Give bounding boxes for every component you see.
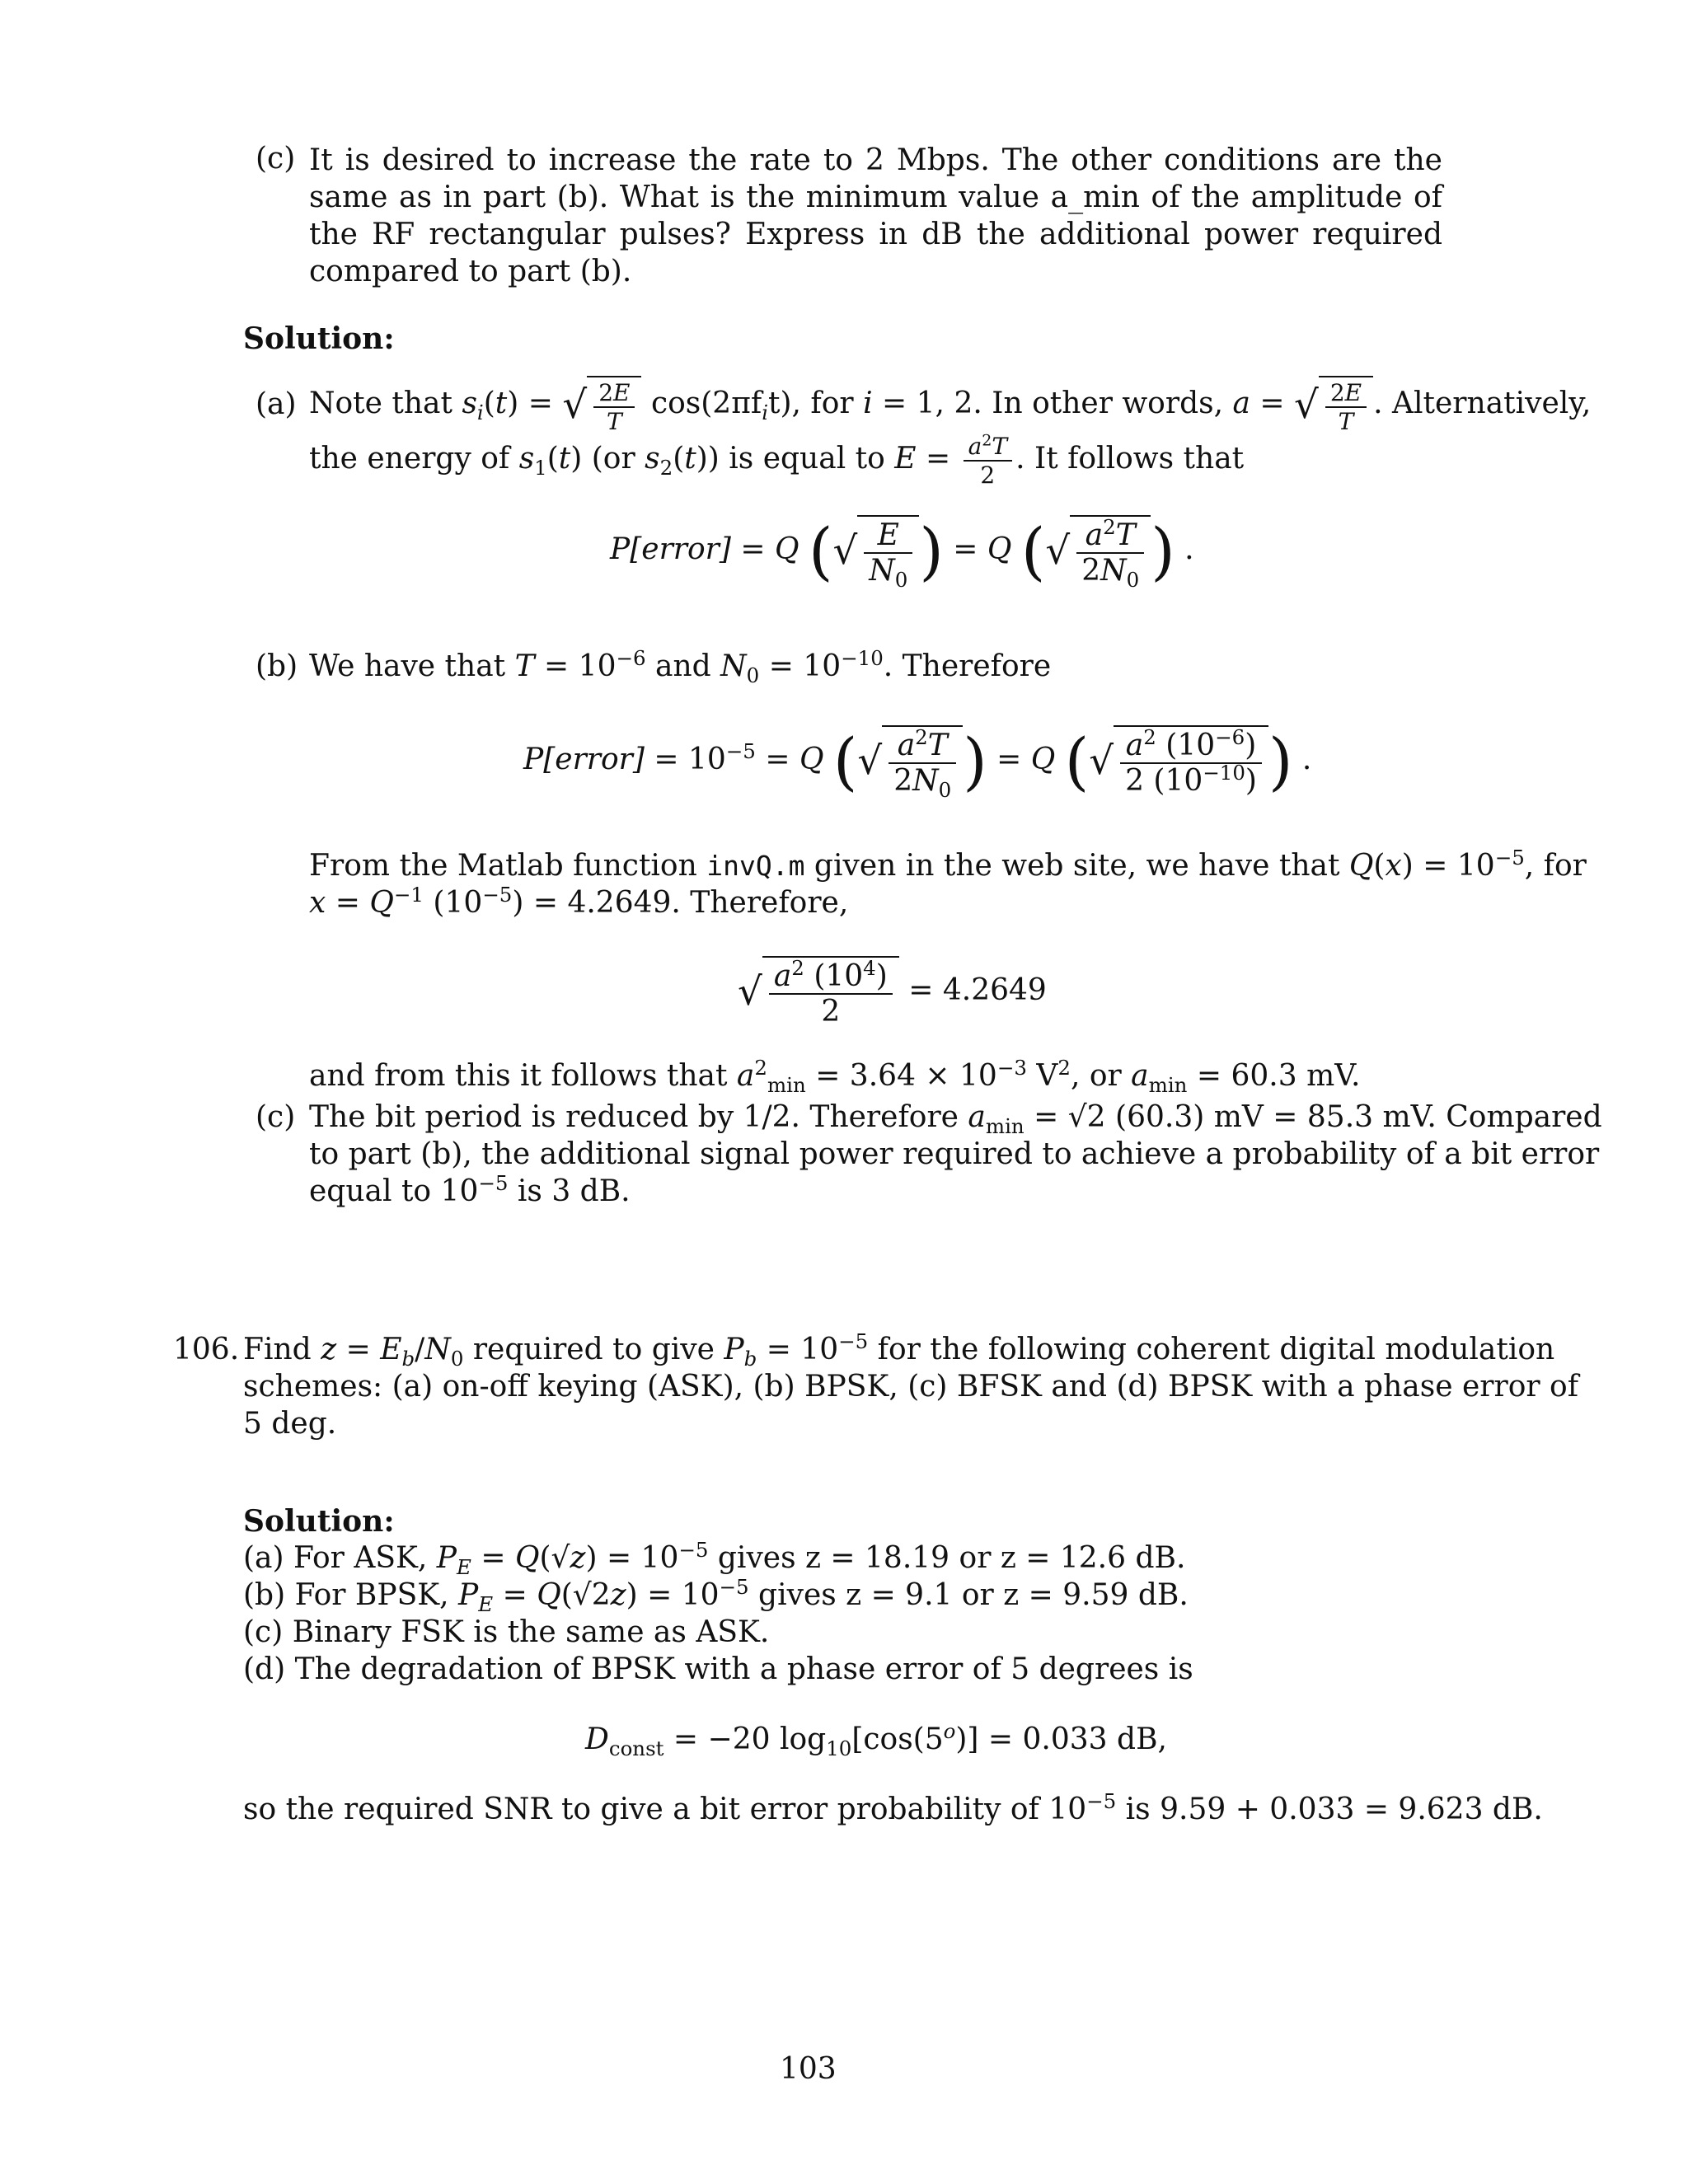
sol-c-line1: The bit period is reduced by 1/2. Therefore $a_{min} = √2$ (60.3) mV = 85.3 mV. Compared xyxy=(309,1100,1602,1139)
sol-a-line1: Note that $s_i(t)$ = √ $\frac{2E}{T}$ $\cos(2\pi f_it)$, for i = 1, 2. In other words, a = √ $\frac{2E}{T}$ . Alternatively, xyxy=(309,376,1591,435)
sol-a-label: (a) xyxy=(256,387,297,421)
solution-106-c: (c) Binary FSK is the same as ASK. xyxy=(243,1615,770,1649)
page-number: 103 xyxy=(780,2052,837,2086)
solution-106-heading: Solution: xyxy=(243,1504,395,1539)
sol-c-label: (c) xyxy=(256,1100,296,1134)
solution-106-d-equation: $D_{const} = -20$ $\log_{10}[\cos(5^o)] = 0.033$ dB, xyxy=(585,1719,1167,1761)
sol-c-line3: equal to $10^{-5}$ is 3 dB. xyxy=(309,1171,631,1208)
solution-heading: Solution: xyxy=(243,321,395,356)
sol-a-line2: the energy of $s_1(t)$ (or $s_2(t)$) is equal to E = $\frac{a^2T}{2}$ . It follows that xyxy=(309,431,1245,489)
sol-b-matlab-line: From the Matlab function invQ.m given in the web site, we have that $Q(x) = 10^{-5}$, for xyxy=(309,846,1587,883)
solution-106-a: (a) For ASK, $P_E = Q(√z) = 10^{-5}$ gives z = 18.19 or z = 12.6 dB. xyxy=(243,1538,1186,1580)
problem-106-line2: schemes: (a) on-off keying (ASK), (b) BPSK, (c) BFSK and (d) BPSK with a phase error of xyxy=(243,1370,1579,1404)
solution-106-d: (d) The degradation of BPSK with a phase error of 5 degrees is xyxy=(243,1652,1193,1686)
solution-106-b: (b) For BPSK, $P_E = Q(√2z) = 10^{-5}$ gives z = 9.1 or z = 9.59 dB. xyxy=(243,1575,1189,1617)
sol-b-label: (b) xyxy=(256,649,298,683)
sol-b-line1: We have that $T = 10^{-6}$ and $N_0 = 10^{-10}$. Therefore xyxy=(309,646,1052,688)
sol-b-sqrt-equation: √ $\frac{a^2 (10^4)}{2}$ = 4.2649 xyxy=(738,956,1047,1029)
problem-106-line3: 5 deg. xyxy=(243,1407,337,1441)
problem-106-number: 106. xyxy=(173,1333,240,1366)
problem-106-line1: Find $z = E_b/N_0$ required to give $P_b = 10^{-5}$ for the following coherent digital modulation xyxy=(243,1329,1555,1371)
sol-b-inverse-line: $x = Q^{-1}$ $(10^{-5}) = 4.2649$. Therefore, xyxy=(309,883,849,920)
sol-a-perror-equation: P[error] = Q (√ $\frac{E}{N_0}$ ) = Q (√ $\frac{a^2T}{2N_0}$ ) . xyxy=(610,515,1194,593)
sol-c-line2: to part (b), the additional signal power required to achieve a probability of a bit error xyxy=(309,1137,1600,1171)
sol-b-result-line: and from this it follows that $a^2_{min} = 3.64 \times 10^{-3}$ $V^2$, or $a_{min} = 60.3$ mV. xyxy=(309,1056,1361,1098)
sol-b-perror-equation: P[error] = $10^{-5} = Q$ (√ $\frac{a^2T}{2N_0}$ ) = Q (√ $\frac{a^2 (10^{-6})}{2 (10^{-10})}$ ) . xyxy=(523,725,1312,803)
solution-106-final: so the required SNR to give a bit error probability of $10^{-5}$ is 9.59 + 0.033 = 9.623 dB. xyxy=(243,1789,1543,1826)
part-c-label: (c) xyxy=(256,142,296,176)
part-c-question-text: It is desired to increase the rate to 2 Mbps. The other conditions are the same as in part (b). What is the minimum value a_min of the amplitude of the RF rectangular pulses? Express in dB the additional power required compared to part (b). xyxy=(309,143,1442,288)
